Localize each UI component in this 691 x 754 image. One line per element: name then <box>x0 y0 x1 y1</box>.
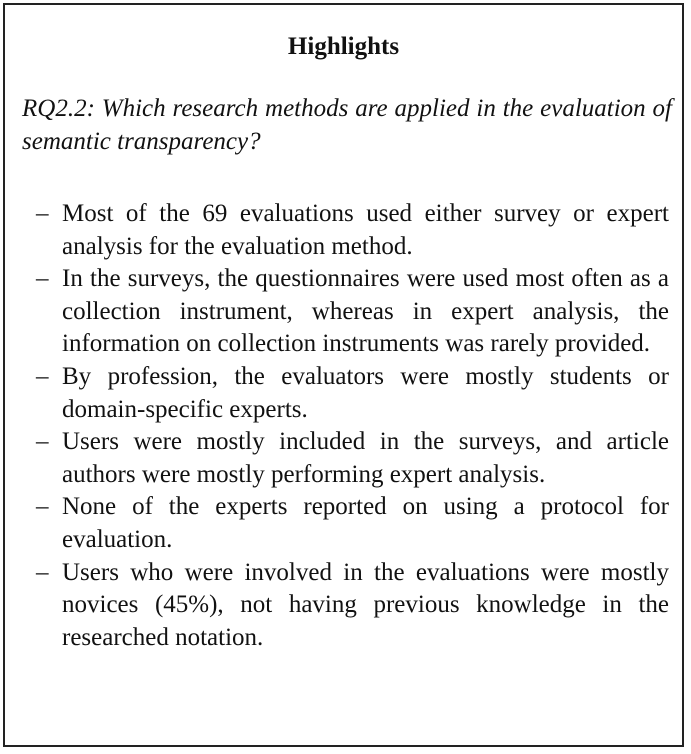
highlight-text: None of the experts reported on using a protocol for evaluation. <box>62 493 669 553</box>
highlight-item <box>5 557 682 655</box>
highlight-text: In the surveys, the questionnaires were used most often as a collection instrument, whereas in expert analysis, the information on collection instruments was rarely provided. <box>62 265 669 358</box>
highlight-text: Users who were involved in the evaluations were mostly novices (45%), not having previous knowledge in the researched notation. <box>62 558 669 651</box>
highlight-item <box>5 426 682 491</box>
bullet-dash: – <box>36 265 49 293</box>
highlight-text: Most of the 69 evaluations used either survey or expert analysis for the evaluation method. <box>62 200 669 260</box>
highlights-title: Highlights <box>287 33 400 60</box>
bullet-dash: – <box>36 558 49 586</box>
bullet-dash: – <box>36 362 49 390</box>
highlight-text: Users were mostly included in the surveys, and article authors were mostly performing expert analysis. <box>62 428 669 488</box>
highlight-item <box>5 263 682 361</box>
bullet-dash: – <box>36 428 49 456</box>
bullet-dash: – <box>36 200 49 227</box>
highlight-text: By profession, the evaluators were mostly students or domain-specific experts. <box>62 362 669 423</box>
highlights-list <box>5 198 682 654</box>
bullet-dash: – <box>36 493 49 521</box>
highlight-item <box>5 491 682 556</box>
highlight-item <box>5 361 682 426</box>
highlight-item <box>5 198 682 263</box>
research-question: RQ2.2: Which research methods are applied in the evaluation of semantic transparency? <box>22 95 672 155</box>
highlights-box <box>3 3 684 747</box>
